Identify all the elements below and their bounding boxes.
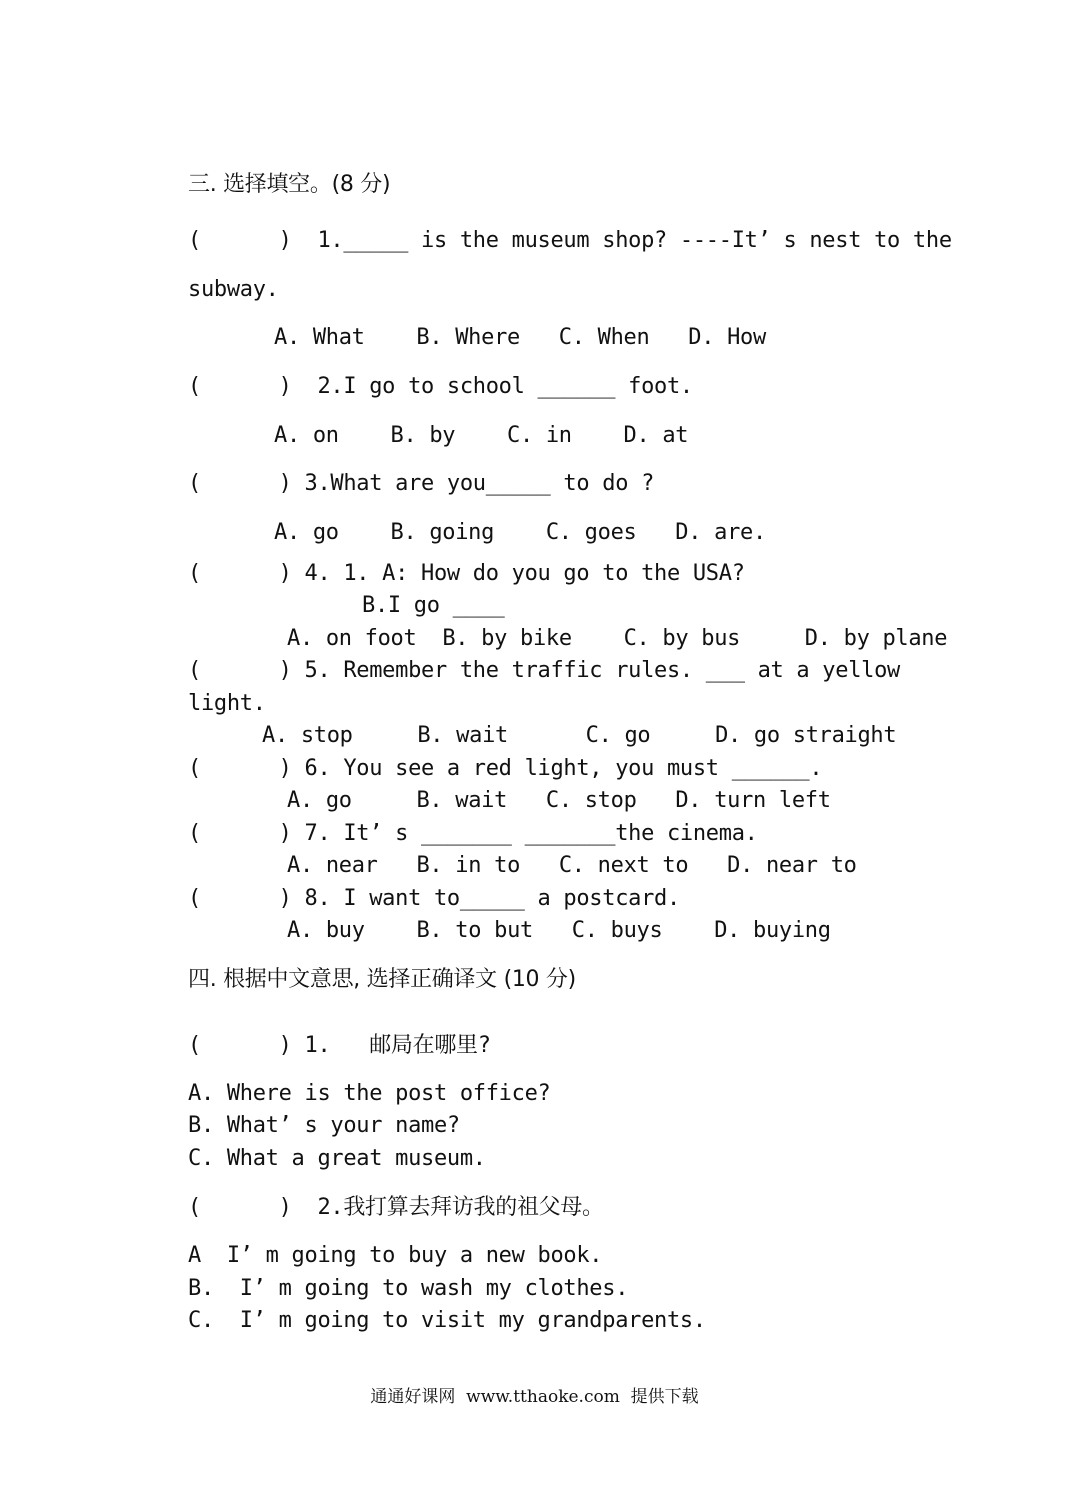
q3-options: A. go B. going C. goes D. are. [274, 520, 766, 545]
footer: 通通好课网 www.tthaoke.com 提供下载 [370, 1387, 699, 1407]
q4-options: A. on foot B. by bike C. by bus D. by plane [287, 626, 948, 651]
q3: ( ) 3.What are you_____ to do ? [188, 471, 655, 496]
s4-q1-option-b: B. What’ s your name? [188, 1113, 460, 1138]
q5-options: A. stop B. wait C. go D. go straight [262, 723, 897, 748]
s4-q1-option-a: A. Where is the post office? [188, 1081, 551, 1106]
section3-title: 三. 选择填空。(8 分) [188, 172, 391, 197]
q1-line1: ( ) 1._____ is the museum shop? ----It’ s nest to the [188, 228, 952, 253]
q5-line1: ( ) 5. Remember the traffic rules. ___ at a yellow [188, 658, 900, 683]
s4-q2-option-a: A I’ m going to buy a new book. [188, 1243, 603, 1268]
s4-q2-option-b: B. I’ m going to wash my clothes. [188, 1276, 629, 1301]
q4-line1: ( ) 4. 1. A: How do you go to the USA? [188, 561, 745, 586]
q8: ( ) 8. I want to_____ a postcard. [188, 886, 680, 911]
q6: ( ) 6. You see a red light, you must ______. [188, 756, 823, 781]
q7-options: A. near B. in to C. next to D. near to [287, 853, 857, 878]
q4-line2: B.I go ____ [362, 593, 505, 618]
s4-q2-option-c: C. I’ m going to visit my grandparents. [188, 1308, 706, 1333]
q8-options: A. buy B. to but C. buys D. buying [287, 918, 831, 943]
q5-line2: light. [188, 691, 266, 716]
q6-options: A. go B. wait C. stop D. turn left [287, 788, 831, 813]
q1-line2: subway. [188, 277, 279, 302]
section4-title: 四. 根据中文意思, 选择正确译文 (10 分) [188, 967, 576, 992]
q2-options: A. on B. by C. in D. at [274, 423, 689, 448]
q1-options: A. What B. Where C. When D. How [274, 325, 766, 350]
q7: ( ) 7. It’ s _______ _______the cinema. [188, 821, 758, 846]
s4-q1: ( ) 1. 邮局在哪里? [188, 1033, 491, 1058]
s4-q1-option-c: C. What a great museum. [188, 1146, 486, 1171]
s4-q2: ( ) 2.我打算去拜访我的祖父母。 [188, 1195, 604, 1220]
q2: ( ) 2.I go to school ______ foot. [188, 374, 693, 399]
